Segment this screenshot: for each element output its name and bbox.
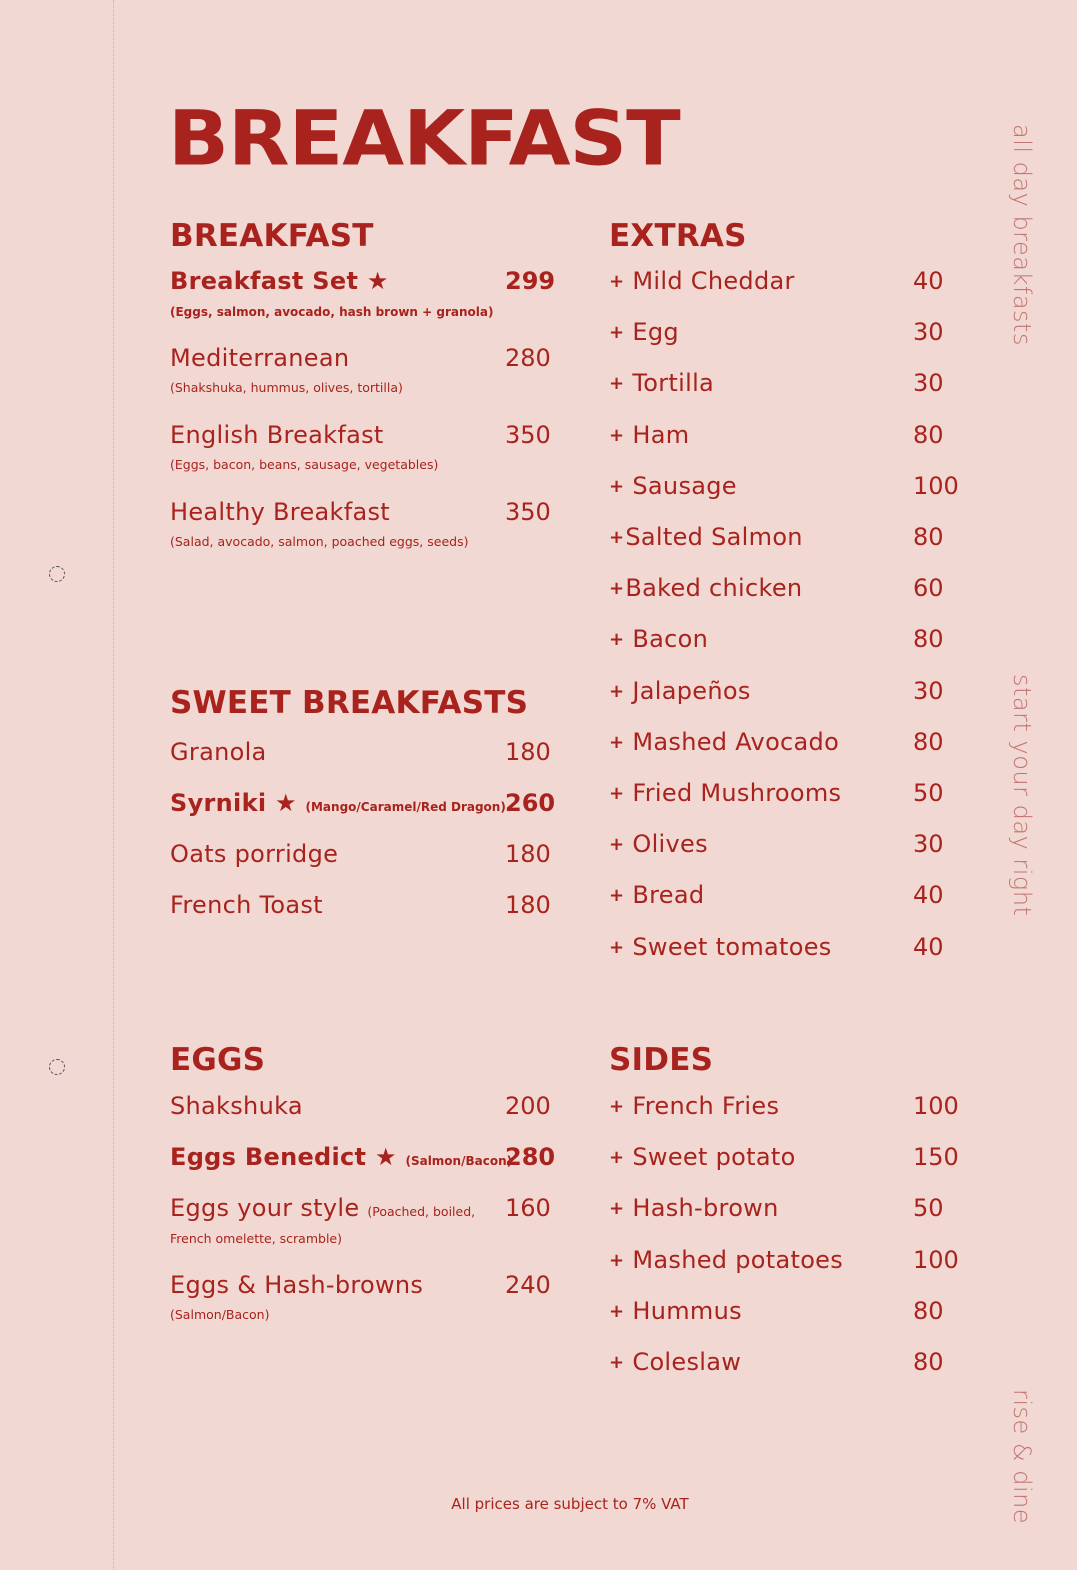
side-text-all-day: all day breakfasts [1008,124,1036,346]
menu-item-price: 200 [505,1092,551,1120]
plus-icon: + [609,578,625,600]
plus-icon: + [609,475,625,497]
page-title: BREAKFAST [168,94,680,183]
extra-item-price: 80 [913,1348,944,1376]
plus-icon: + [609,271,625,292]
extra-item-price: 80 [913,625,944,654]
menu-item-name: Mediterranean [170,344,350,372]
menu-item-name-text: Eggs your style [170,1194,360,1222]
menu-item-name-text: Eggs Benedict ★ [170,1143,397,1171]
extra-item-price: 80 [913,420,944,449]
extra-item-name [609,829,708,862]
extra-item-label: Fried Mushrooms [632,779,842,807]
extra-item-label: Bread [632,881,705,910]
extra-item-label: Baked chicken [625,574,803,603]
extra-item-label: French Fries [632,1092,780,1120]
extra-item-price: 40 [913,932,944,961]
extra-item-price: 40 [913,881,944,910]
plus-icon: + [609,1249,625,1271]
extra-item-price: 30 [913,676,944,705]
extra-item-label: Mashed Avocado [632,727,840,756]
menu-item-price: 350 [505,498,551,526]
menu-item-name [170,1142,512,1176]
extra-item-label: Sausage [632,471,737,500]
extra-item-name [609,727,839,760]
extra-item-name [609,932,832,965]
plus-icon: + [609,680,625,702]
plus-icon: + [609,834,625,856]
menu-item-description: (Eggs, bacon, beans, sausage, vegetables) [170,457,439,472]
menu-item-price: 350 [505,421,551,449]
extra-item-price: 100 [913,1092,959,1120]
menu-item-name: Eggs & Hash-browns [170,1271,424,1299]
extra-item-name [609,1347,741,1380]
menu-item-name: French Toast [170,891,323,919]
extra-item-label: Mild Cheddar [632,267,795,295]
menu-item-name: Shakshuka [170,1092,303,1120]
menu-item-note: (Salmon/Bacon) [405,1154,513,1168]
extra-item-name [609,1193,779,1226]
menu-item-price: 260 [505,789,556,817]
extra-item-label: Hash-brown [632,1194,779,1223]
menu-item-description: (Shakshuka, hummus, olives, tortilla) [170,380,403,395]
extra-item-name [609,676,751,709]
menu-item-description: (Salmon/Bacon) [170,1307,270,1322]
extra-item-price: 50 [913,1194,944,1223]
extra-item-label: Mashed potatoes [632,1245,844,1274]
plus-icon: + [609,629,625,651]
vat-footer-note: All prices are subject to 7% VAT [451,1495,689,1513]
menu-item-name: Healthy Breakfast [170,498,390,526]
extra-item-name [609,1142,796,1175]
plus-icon: + [609,783,625,804]
section-heading-extras: EXTRAS [609,218,747,254]
extra-item-label: Hummus [632,1296,742,1325]
menu-item-name: English Breakfast [170,421,384,449]
menu-item-price: 299 [505,267,556,295]
plus-icon: + [609,322,625,344]
menu-item-price: 180 [505,840,551,868]
menu-item-name: Granola [170,738,267,766]
extra-item-label: Sweet tomatoes [632,932,832,961]
extra-item-price: 100 [913,471,959,500]
extra-item-name [609,266,795,299]
binder-hole-marker [49,1059,65,1075]
plus-icon: + [609,936,625,958]
extra-item-price: 80 [913,727,944,756]
menu-item-price: 160 [505,1194,551,1222]
extra-item-name [609,1296,742,1329]
menu-item-price: 240 [505,1271,551,1299]
plus-icon: + [609,1147,625,1169]
plus-icon: + [609,373,625,395]
section-heading-eggs: EGGS [170,1042,266,1078]
menu-item-price: 180 [505,738,551,766]
margin-dotted-line [113,0,114,1570]
extra-item-price: 80 [913,1296,944,1325]
extra-item-label: Olives [632,830,708,859]
section-heading-breakfast: BREAKFAST [170,218,374,254]
plus-icon: + [609,1300,625,1322]
menu-item-price: 180 [505,891,551,919]
extra-item-name [609,368,714,401]
extra-item-name [609,778,841,811]
extra-item-price: 100 [913,1245,959,1274]
menu-item-description: French omelette, scramble) [170,1231,342,1246]
extra-item-price: 30 [913,830,944,859]
side-text-rise-dine: rise & dine [1008,1389,1036,1525]
menu-item-description: (Eggs, salmon, avocado, hash brown + granola) [170,305,494,319]
extra-item-name [609,471,737,504]
extra-item-price: 60 [913,574,944,603]
extra-item-label: Bacon [632,625,709,654]
extra-item-label: Tortilla [632,369,715,398]
extra-item-price: 150 [913,1143,959,1172]
extra-item-name [609,624,708,657]
plus-icon: + [609,527,625,548]
menu-item-price: 280 [505,1143,556,1171]
extra-item-label: Egg [632,318,679,347]
extra-item-price: 40 [913,267,944,295]
extra-item-name [609,573,802,606]
extra-item-name [609,420,689,453]
plus-icon: + [609,1198,625,1220]
extra-item-name [609,1091,779,1124]
menu-item-name [170,788,506,822]
menu-item-name-text: Syrniki ★ [170,789,297,817]
side-text-start-day: start your day right [1008,674,1036,917]
extra-item-price: 80 [913,523,944,551]
plus-icon: + [609,1096,625,1117]
section-heading-sweet: SWEET BREAKFASTS [170,685,529,721]
extra-item-price: 50 [913,779,944,807]
binder-hole-marker [49,566,65,582]
extra-item-label: Sweet potato [632,1143,796,1172]
extra-item-label: Jalapeños [632,676,751,705]
menu-item-name: Oats porridge [170,840,339,868]
menu-item-name: Breakfast Set ★ [170,267,389,295]
extra-item-name [609,880,704,913]
menu-item-note: (Mango/Caramel/Red Dragon) [305,800,506,814]
menu-item-description: (Salad, avocado, salmon, poached eggs, seeds) [170,534,469,549]
menu-item-name [170,1193,475,1227]
section-heading-sides: SIDES [609,1042,714,1078]
extra-item-label: Coleslaw [632,1348,742,1376]
menu-item-price: 280 [505,344,551,372]
extra-item-name [609,1245,843,1278]
plus-icon: + [609,731,625,753]
extra-item-name [609,522,803,555]
extra-item-label: Ham [632,420,690,449]
menu-item-note: (Poached, boiled, [367,1204,476,1219]
plus-icon: + [609,424,625,446]
extra-item-name [609,317,679,350]
extra-item-price: 30 [913,318,944,347]
plus-icon: + [609,885,625,907]
extra-item-price: 30 [913,369,944,398]
plus-icon: + [609,1352,625,1373]
extra-item-label: Salted Salmon [625,523,803,551]
